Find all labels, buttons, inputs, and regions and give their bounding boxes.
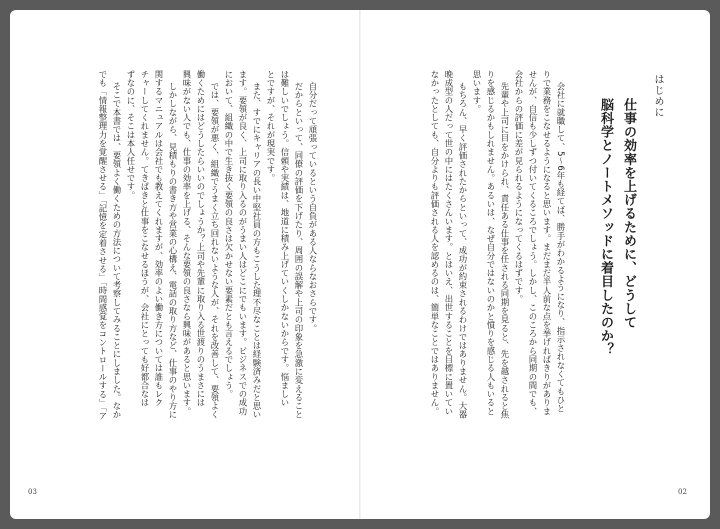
chapter-heading-line-2: 脳科学とノートメソッドに着目したのか？ — [598, 98, 613, 357]
right-body-line: 思います。 — [472, 70, 482, 114]
right-body-line: りを感じるかもしれません。あるいは、なぜ自分ではないのかと憤りを感じる人もいると — [486, 70, 496, 416]
left-body-line: は難しいでしょう。信頼や実績は、地道に積み上げていくしかないからです。悩ましい — [280, 70, 290, 407]
right-body-line: 会社に就職して、5〜6年も経てば、勝手がわかるようになり、指示されなくてもひと — [556, 82, 566, 413]
chapter-heading-line-1: 仕事の効率を上げるために、どうして — [621, 98, 636, 330]
page-number-left: 03 — [28, 488, 37, 496]
left-body-line: では、要領が悪く、組織でうまく立ち回れないような人が、それを改善して、要領よく — [210, 82, 220, 419]
left-body-line: だからといって、同僚の評価を下げたり、周囲の誤解や上司の印象を急激に変えること — [294, 82, 304, 419]
left-body-line: チャーしてくれません。てきぱきと仕事をこなせるほうが、会社にとっても好都合なは — [140, 70, 150, 407]
right-body-line: せんが、自信も少しずつ付いてくるころでしょう。しかし、このころから同期の間でも、 — [528, 70, 538, 416]
book-spread — [10, 10, 710, 519]
left-body-line: とですが、それが現実です。 — [266, 70, 276, 183]
right-body-line: 会社からの評価に差が見られるようになってくるはずです。 — [514, 70, 524, 304]
left-body-line: ずなのに、そこは本人任せです。 — [126, 70, 136, 200]
left-body-line: において、組織の中で生き抜く要領の良さは欠かせない要素だとも言えるでしょう。 — [224, 70, 234, 399]
right-body-line: なかったとしても、自分よりも評価される人を認めるのは、簡単なことではありません。 — [430, 70, 440, 416]
left-body-line: また、すでにキャリアの長い中堅社員の方もこうした理不尽なことは経験済みだと思い — [252, 82, 262, 419]
left-body-line: そこで本書では、要領よく働くための方法について考察してみることにしました。なか — [112, 82, 122, 419]
right-body-line: 先輩や上司に目をかけられ、責任ある仕事を任される同期を見ると、先を越されると焦 — [500, 82, 510, 419]
left-body-line: しかしながら、見積もりの書き方や営業の心構え、電話の取り方など、仕事のやり方に — [168, 82, 178, 419]
left-body-line: 働くためにはどうしたらいいのでしょうか？上司や先輩に取り入る世渡りのうまさには — [196, 70, 206, 407]
right-body-line: もちろん、早く評価されたからといって、成功が約束されるわけではありません。大器 — [458, 82, 468, 419]
left-body-line: 興味がない人でも、仕事の効率を上げる、そんな要領の良さなら興味があると思います。 — [182, 70, 192, 416]
chapter-label: はじめに — [652, 74, 663, 118]
left-body-line: 関するマニュアルは会社でも教えてくれますが、効率のよい働き方については誰もレク — [154, 70, 164, 407]
right-body-line: 晩成型の人だって世の中にはたくさんいます。とはいえ、出世することを目標に置いてい — [444, 70, 454, 416]
page-gutter — [359, 10, 361, 519]
page-number-right: 02 — [678, 488, 687, 496]
left-body-line: 自分だって頑張っているという自負がある人ならなおさらです。 — [308, 82, 318, 333]
left-body-line: ます。要領が良く、上司に取り入るのがうまい人はどこにでもいます。ビジネスでの成功 — [238, 70, 248, 416]
left-body-line: でも「情報整理力を覚醒させる」「記憶を定着させる」「時間感覚をコントロールする」「ア — [98, 70, 108, 421]
right-body-line: りで業務をこなせるようになると思います。まだまだ半人前な点を挙げればきりがありま — [542, 70, 552, 416]
